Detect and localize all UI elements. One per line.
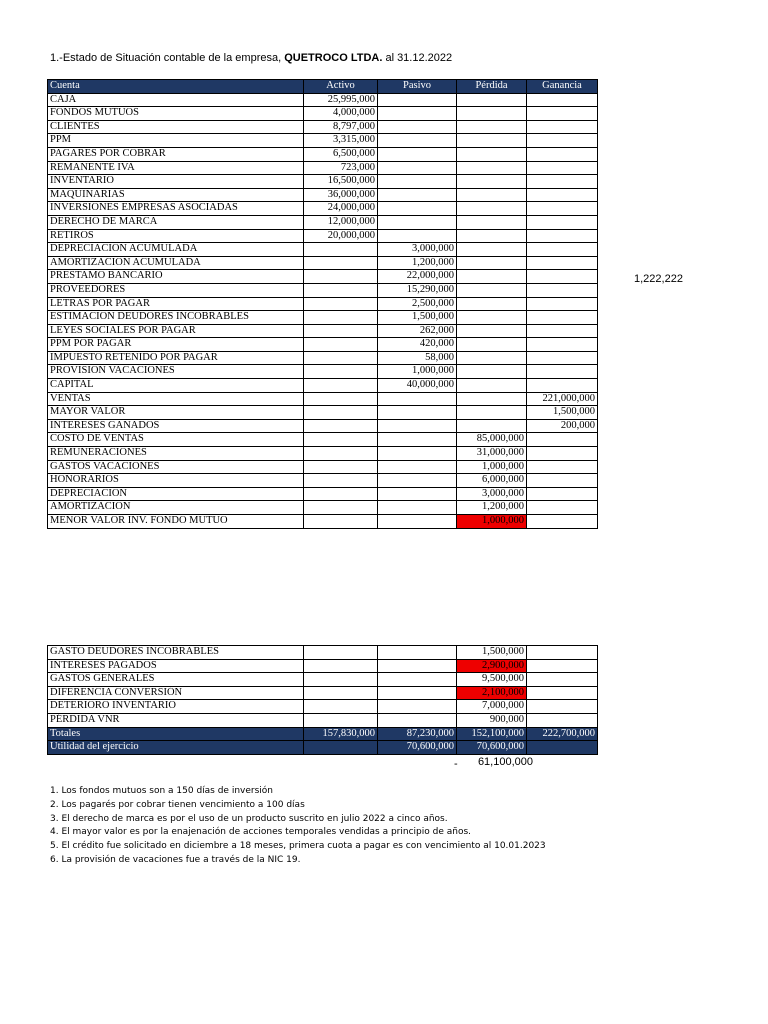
total-row <box>48 741 598 755</box>
ganancia-cell: 222,700,000 <box>527 727 598 741</box>
perdida-cell <box>457 256 527 270</box>
account-name: DEPRECIACION <box>48 487 304 501</box>
ganancia-cell <box>527 659 598 673</box>
pasivo-cell: 420,000 <box>378 338 457 352</box>
pasivo-cell <box>378 433 457 447</box>
account-name: LETRAS POR PAGAR <box>48 297 304 311</box>
table-row <box>48 324 598 338</box>
pasivo-cell <box>378 392 457 406</box>
ganancia-cell <box>527 283 598 297</box>
perdida-cell <box>457 379 527 393</box>
pasivo-cell: 3,000,000 <box>378 243 457 257</box>
table-row <box>48 351 598 365</box>
activo-cell <box>304 419 378 433</box>
activo-cell <box>304 741 378 755</box>
pasivo-cell <box>378 474 457 488</box>
activo-cell: 8,797,000 <box>304 120 378 134</box>
activo-cell: 6,500,000 <box>304 147 378 161</box>
pasivo-cell: 22,000,000 <box>378 270 457 284</box>
table-row <box>48 379 598 393</box>
activo-cell <box>304 256 378 270</box>
perdida-cell: 2,100,000 <box>457 686 527 700</box>
pasivo-cell: 58,000 <box>378 351 457 365</box>
account-name: CAPITAL <box>48 379 304 393</box>
table-row <box>48 713 598 727</box>
header-perdida: Pérdida <box>457 80 527 94</box>
account-name: AMORTIZACION <box>48 501 304 515</box>
table-row <box>48 175 598 189</box>
activo-cell: 36,000,000 <box>304 188 378 202</box>
table-row <box>48 700 598 714</box>
activo-cell <box>304 673 378 687</box>
activo-cell <box>304 392 378 406</box>
account-name: MENOR VALOR INV. FONDO MUTUO <box>48 515 304 529</box>
activo-cell <box>304 365 378 379</box>
ganancia-cell <box>527 673 598 687</box>
table-row <box>48 297 598 311</box>
perdida-cell <box>457 161 527 175</box>
ganancia-cell <box>527 433 598 447</box>
account-name: LEYES SOCIALES POR PAGAR <box>48 324 304 338</box>
pasivo-cell <box>378 460 457 474</box>
activo-cell: 16,500,000 <box>304 175 378 189</box>
ganancia-cell <box>527 501 598 515</box>
table-row <box>48 447 598 461</box>
table-row <box>48 134 598 148</box>
account-name: PAGARES POR COBRAR <box>48 147 304 161</box>
table-row <box>48 487 598 501</box>
ganancia-cell <box>527 351 598 365</box>
activo-cell <box>304 501 378 515</box>
ganancia-cell <box>527 713 598 727</box>
table-row <box>48 501 598 515</box>
pasivo-cell <box>378 686 457 700</box>
activo-cell: 24,000,000 <box>304 202 378 216</box>
activo-cell: 20,000,000 <box>304 229 378 243</box>
pasivo-cell <box>378 501 457 515</box>
table-row <box>48 474 598 488</box>
account-name: AMORTIZACION ACUMULADA <box>48 256 304 270</box>
note-item: 3. El derecho de marca es por el uso de un producto suscrito en julio 2022 a cinco años. <box>50 813 448 824</box>
pasivo-cell <box>378 487 457 501</box>
header-pasivo: Pasivo <box>378 80 457 94</box>
activo-cell <box>304 700 378 714</box>
table-row <box>48 686 598 700</box>
total-row <box>48 727 598 741</box>
account-name: RETIROS <box>48 229 304 243</box>
table-row <box>48 311 598 325</box>
account-name: PRESTAMO BANCARIO <box>48 270 304 284</box>
account-name: COSTO DE VENTAS <box>48 433 304 447</box>
activo-cell <box>304 474 378 488</box>
ganancia-cell <box>527 741 598 755</box>
account-name: VENTAS <box>48 392 304 406</box>
header-row <box>48 80 598 94</box>
perdida-cell: 3,000,000 <box>457 487 527 501</box>
ganancia-cell <box>527 365 598 379</box>
balance-table <box>47 79 598 529</box>
table-row <box>48 338 598 352</box>
ganancia-cell <box>527 202 598 216</box>
pasivo-cell <box>378 175 457 189</box>
pasivo-cell <box>378 120 457 134</box>
balance-table-body <box>48 93 598 528</box>
account-name: INVENTARIO <box>48 175 304 189</box>
activo-cell <box>304 270 378 284</box>
perdida-cell <box>457 324 527 338</box>
activo-cell <box>304 713 378 727</box>
table-row <box>48 188 598 202</box>
ganancia-cell <box>527 297 598 311</box>
activo-cell <box>304 447 378 461</box>
table-row <box>48 107 598 121</box>
account-name: INTERESES PAGADOS <box>48 659 304 673</box>
account-name: DERECHO DE MARCA <box>48 215 304 229</box>
perdida-cell <box>457 311 527 325</box>
account-name: IMPUESTO RETENIDO POR PAGAR <box>48 351 304 365</box>
pasivo-cell: 1,500,000 <box>378 311 457 325</box>
pasivo-cell: 70,600,000 <box>378 741 457 755</box>
company-name: QUETROCO LTDA. <box>284 52 383 64</box>
table-row <box>48 419 598 433</box>
pasivo-cell: 87,230,000 <box>378 727 457 741</box>
activo-cell: 12,000,000 <box>304 215 378 229</box>
pasivo-cell <box>378 406 457 420</box>
activo-cell <box>304 297 378 311</box>
pasivo-cell <box>378 515 457 529</box>
pasivo-cell <box>378 646 457 660</box>
ganancia-cell: 221,000,000 <box>527 392 598 406</box>
account-name: GASTO DEUDORES INCOBRABLES <box>48 646 304 660</box>
ganancia-cell <box>527 229 598 243</box>
account-name: FONDOS MUTUOS <box>48 107 304 121</box>
perdida-cell <box>457 215 527 229</box>
table-row <box>48 147 598 161</box>
activo-cell <box>304 379 378 393</box>
ganancia-cell <box>527 324 598 338</box>
perdida-cell <box>457 93 527 107</box>
ganancia-cell <box>527 311 598 325</box>
table-row <box>48 202 598 216</box>
perdida-cell <box>457 229 527 243</box>
ganancia-cell <box>527 686 598 700</box>
ganancia-cell <box>527 270 598 284</box>
pasivo-cell: 2,500,000 <box>378 297 457 311</box>
pasivo-cell <box>378 713 457 727</box>
note-item: 6. La provisión de vacaciones fue a través de la NIC 19. <box>50 854 301 865</box>
ganancia-cell <box>527 107 598 121</box>
note-item: 4. El mayor valor es por la enajenación de acciones temporales vendidas a principio de años. <box>50 827 472 838</box>
account-name: DETERIORO INVENTARIO <box>48 700 304 714</box>
perdida-cell: 7,000,000 <box>457 700 527 714</box>
ganancia-cell <box>527 447 598 461</box>
activo-cell <box>304 406 378 420</box>
account-name: REMUNERACIONES <box>48 447 304 461</box>
table-row <box>48 256 598 270</box>
ganancia-cell <box>527 188 598 202</box>
account-name: Utilidad del ejercicio <box>48 741 304 755</box>
perdida-cell: 1,000,000 <box>457 460 527 474</box>
ganancia-cell <box>527 487 598 501</box>
ganancia-cell <box>527 646 598 660</box>
ganancia-cell <box>527 175 598 189</box>
header-ganancia: Ganancia <box>527 80 598 94</box>
table-row <box>48 646 598 660</box>
table-row <box>48 460 598 474</box>
pasivo-cell <box>378 419 457 433</box>
account-name: PPM POR PAGAR <box>48 338 304 352</box>
account-name: PROVISION VACACIONES <box>48 365 304 379</box>
account-name: Totales <box>48 727 304 741</box>
account-name: CLIENTES <box>48 120 304 134</box>
header-activo: Activo <box>304 80 378 94</box>
pasivo-cell <box>378 215 457 229</box>
account-name: DEPRECIACION ACUMULADA <box>48 243 304 257</box>
pasivo-cell: 1,000,000 <box>378 365 457 379</box>
table-row <box>48 365 598 379</box>
pasivo-cell <box>378 229 457 243</box>
pasivo-cell <box>378 161 457 175</box>
perdida-cell: 6,000,000 <box>457 474 527 488</box>
notes-list <box>50 785 546 868</box>
pasivo-cell <box>378 188 457 202</box>
ganancia-cell: 200,000 <box>527 419 598 433</box>
activo-cell <box>304 646 378 660</box>
activo-cell <box>304 686 378 700</box>
table-row <box>48 161 598 175</box>
ganancia-cell <box>527 700 598 714</box>
account-name: PÉRDIDA VNR <box>48 713 304 727</box>
table-row <box>48 270 598 284</box>
table-row <box>48 120 598 134</box>
ganancia-cell <box>527 379 598 393</box>
ganancia-cell <box>527 243 598 257</box>
pasivo-cell <box>378 107 457 121</box>
account-name: GASTOS VACACIONES <box>48 460 304 474</box>
perdida-cell: 1,200,000 <box>457 501 527 515</box>
activo-cell <box>304 311 378 325</box>
activo-cell <box>304 487 378 501</box>
perdida-cell <box>457 365 527 379</box>
ganancia-cell: 1,500,000 <box>527 406 598 420</box>
ganancia-cell <box>527 460 598 474</box>
account-name: DIFERENCIA CONVERSIÓN <box>48 686 304 700</box>
account-name: PROVEEDORES <box>48 283 304 297</box>
account-name: PPM <box>48 134 304 148</box>
perdida-cell <box>457 188 527 202</box>
account-name: CAJA <box>48 93 304 107</box>
table-row <box>48 673 598 687</box>
activo-cell <box>304 351 378 365</box>
perdida-cell <box>457 406 527 420</box>
note-item: 1. Los fondos mutuos son a 150 días de inversión <box>50 786 274 796</box>
activo-cell <box>304 243 378 257</box>
account-name: MAYOR VALOR <box>48 406 304 420</box>
table-row <box>48 283 598 297</box>
perdida-cell: 152,100,000 <box>457 727 527 741</box>
perdida-cell <box>457 175 527 189</box>
table-row <box>48 392 598 406</box>
perdida-cell <box>457 351 527 365</box>
ganancia-cell <box>527 338 598 352</box>
activo-cell: 3,315,000 <box>304 134 378 148</box>
perdida-cell <box>457 120 527 134</box>
pasivo-cell: 15,290,000 <box>378 283 457 297</box>
perdida-cell <box>457 419 527 433</box>
table-row <box>48 659 598 673</box>
account-name: GASTOS GENERALES <box>48 673 304 687</box>
perdida-cell: 9,500,000 <box>457 673 527 687</box>
pasivo-cell <box>378 202 457 216</box>
ganancia-cell <box>527 515 598 529</box>
pasivo-cell <box>378 673 457 687</box>
activo-cell <box>304 433 378 447</box>
header-cuenta: Cuenta <box>48 80 304 94</box>
table-row <box>48 229 598 243</box>
perdida-cell: 900,000 <box>457 713 527 727</box>
perdida-cell: 70,600,000 <box>457 741 527 755</box>
pasivo-cell <box>378 700 457 714</box>
perdida-cell <box>457 338 527 352</box>
account-name: ESTIMACION DEUDORES INCOBRABLES <box>48 311 304 325</box>
pasivo-cell: 262,000 <box>378 324 457 338</box>
ganancia-cell <box>527 120 598 134</box>
document-title <box>50 52 452 64</box>
perdida-cell: 31,000,000 <box>457 447 527 461</box>
activo-cell: 723,000 <box>304 161 378 175</box>
pasivo-cell <box>378 93 457 107</box>
table-row <box>48 243 598 257</box>
pasivo-cell: 40,000,000 <box>378 379 457 393</box>
table-row <box>48 515 598 529</box>
perdida-cell: 1,000,000 <box>457 515 527 529</box>
pasivo-cell <box>378 147 457 161</box>
activo-cell: 25,995,000 <box>304 93 378 107</box>
activo-cell: 157,830,000 <box>304 727 378 741</box>
title-suffix: al 31.12.2022 <box>382 52 453 64</box>
table-row <box>48 215 598 229</box>
activo-cell: 4,000,000 <box>304 107 378 121</box>
title-prefix: 1.-Estado de Situación contable de la empresa, <box>50 52 285 64</box>
account-name: MAQUINARIAS <box>48 188 304 202</box>
perdida-cell <box>457 134 527 148</box>
activo-cell <box>304 460 378 474</box>
ganancia-cell <box>527 215 598 229</box>
perdida-cell <box>457 243 527 257</box>
table-row <box>48 93 598 107</box>
account-name: INTERESES GANADOS <box>48 419 304 433</box>
activo-cell <box>304 659 378 673</box>
difference-value: 61,100,000 <box>477 756 533 768</box>
table-row <box>48 406 598 420</box>
ganancia-cell <box>527 474 598 488</box>
activo-cell <box>304 515 378 529</box>
activo-cell <box>304 283 378 297</box>
pasivo-cell <box>378 134 457 148</box>
perdida-cell <box>457 147 527 161</box>
perdida-cell <box>457 270 527 284</box>
perdida-cell <box>457 202 527 216</box>
perdida-cell <box>457 107 527 121</box>
ganancia-cell <box>527 93 598 107</box>
perdida-cell <box>457 283 527 297</box>
activo-cell <box>304 324 378 338</box>
ganancia-cell <box>527 147 598 161</box>
account-name: INVERSIONES EMPRESAS ASOCIADAS <box>48 202 304 216</box>
ganancia-cell <box>527 256 598 270</box>
perdida-cell <box>457 392 527 406</box>
account-name: HONORARIOS <box>48 474 304 488</box>
perdida-cell <box>457 297 527 311</box>
perdida-cell: 85,000,000 <box>457 433 527 447</box>
activo-cell <box>304 338 378 352</box>
continuation-table-body <box>48 646 598 755</box>
pasivo-cell: 1,200,000 <box>378 256 457 270</box>
pasivo-cell <box>378 447 457 461</box>
ganancia-cell <box>527 161 598 175</box>
pasivo-cell <box>378 659 457 673</box>
account-name: REMANENTE IVA <box>48 161 304 175</box>
continuation-table <box>47 645 598 755</box>
note-item: 2. Los pagarés por cobrar tienen vencimiento a 100 días <box>50 799 305 810</box>
dash-mark: - <box>454 758 458 770</box>
side-value: 1,222,222 <box>634 273 683 285</box>
note-item: 5. El crédito fue solicitado en diciembre a 18 meses, primera cuota a pagar es con vencimiento al 10.01.2023 <box>50 841 546 852</box>
perdida-cell: 2,900,000 <box>457 659 527 673</box>
ganancia-cell <box>527 134 598 148</box>
table-row <box>48 433 598 447</box>
perdida-cell: 1,500,000 <box>457 646 527 660</box>
